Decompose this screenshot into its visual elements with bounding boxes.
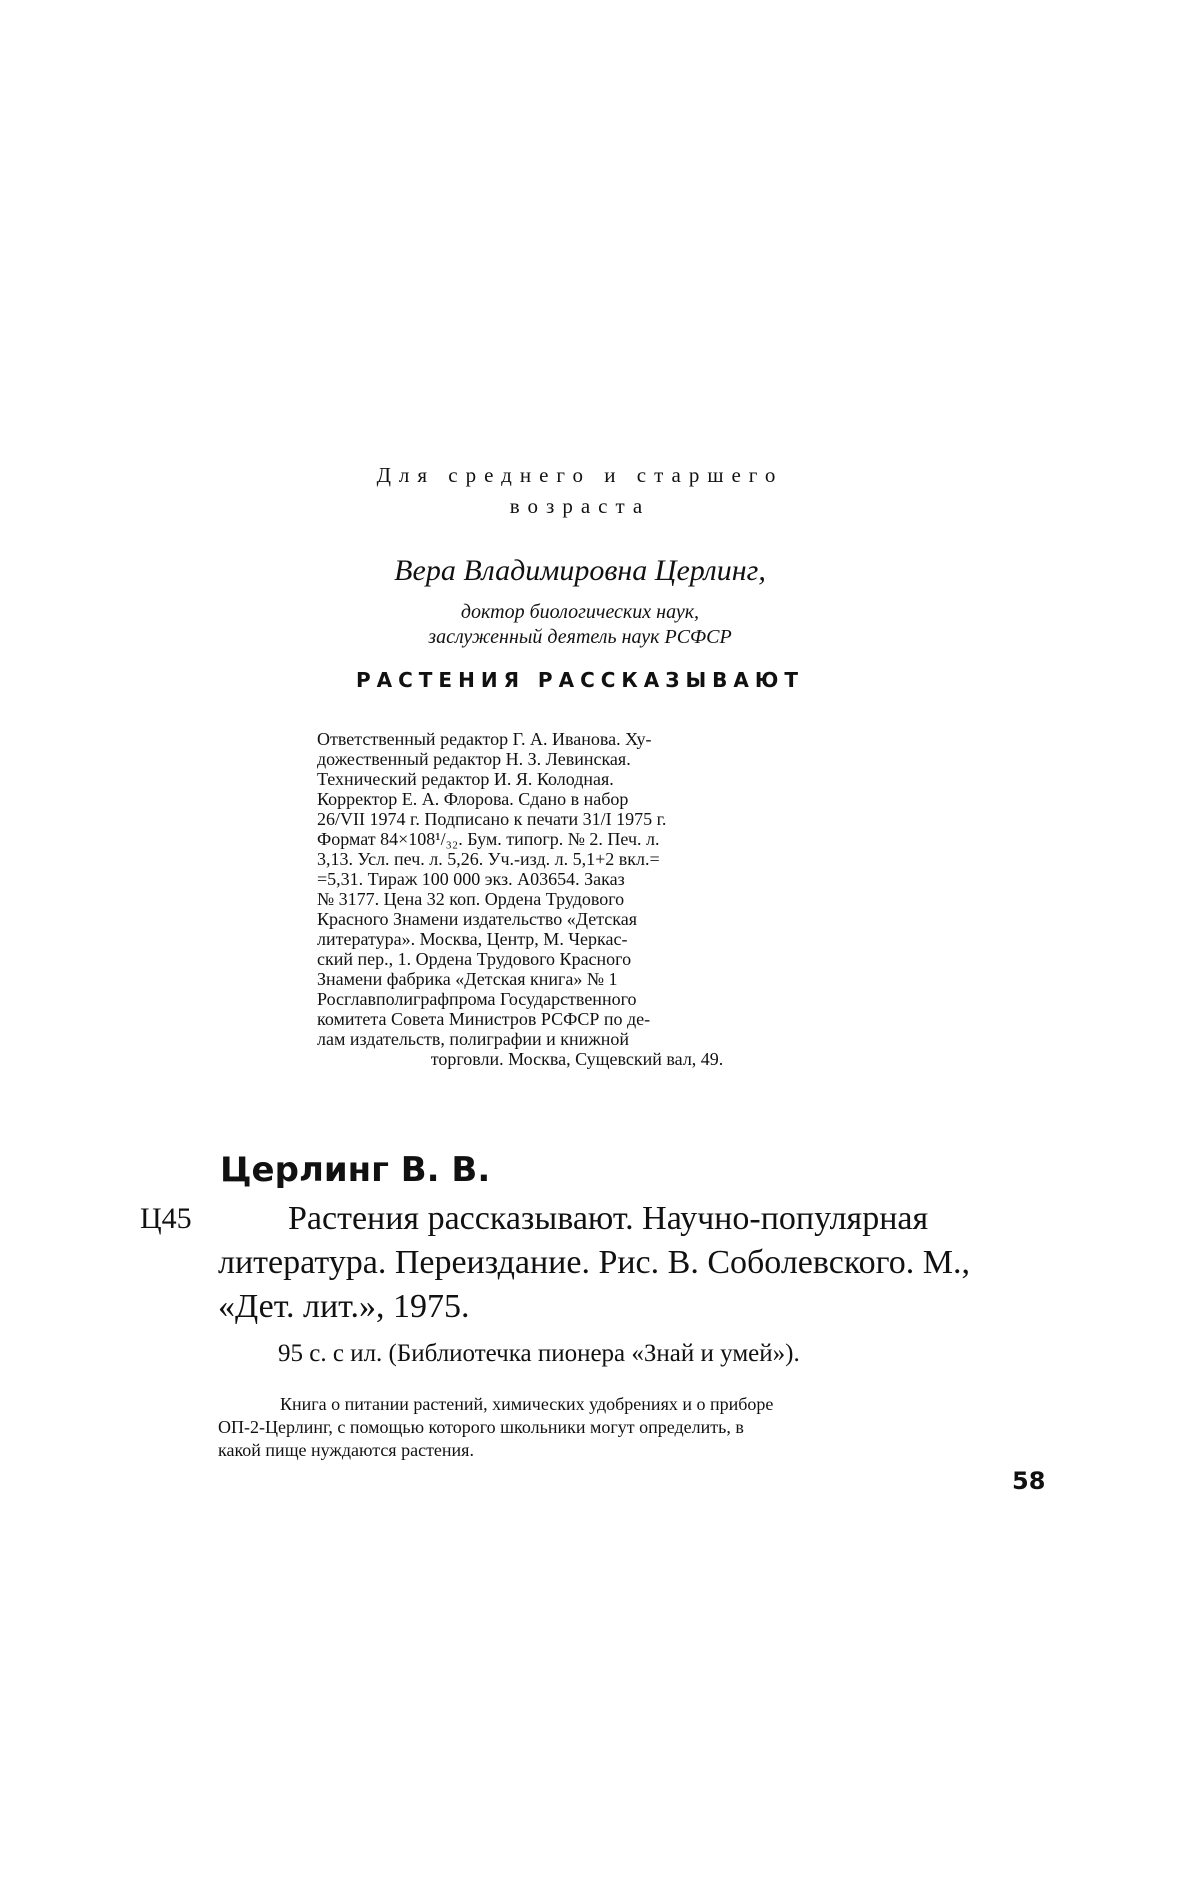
- catalog-annotation: [218, 1393, 1063, 1462]
- imprint-line: =5,31. Тираж 100 000 экз. А03654. Заказ: [317, 869, 625, 889]
- page-number: 58: [1012, 1467, 1046, 1495]
- catalog-description: [218, 1197, 1063, 1329]
- catalog-code: Ц45: [140, 1202, 192, 1235]
- imprint-line: № 3177. Цена 32 коп. Ордена Трудового: [317, 889, 625, 909]
- imprint-line: 26/VII 1974 г. Подписано к печати 31/I 1975 г.: [317, 809, 667, 829]
- catalog-pages: 95 с. с ил. (Библиотечка пионера «Знай и умей»).: [278, 1340, 800, 1367]
- catalog-annotation-line: ОП-2-Церлинг, с помощью которого школьники могут определить, в: [218, 1417, 744, 1437]
- imprint-line: ский пер., 1. Ордена Трудового Красного: [317, 949, 632, 969]
- author-credentials-line-1: доктор биологических наук,: [460, 601, 700, 623]
- catalog-description-line: литература. Переиздание. Рис. В. Соболевского. М.,: [218, 1244, 970, 1281]
- imprint-line: Формат 84×108¹/₃₂. Бум. типогр. № 2. Печ. л.: [317, 829, 660, 849]
- catalog-annotation-line: Книга о питании растений, химических удобрениях и о приборе: [280, 1394, 774, 1414]
- imprint-line: лам издательств, полиграфии и книжной: [317, 1029, 630, 1049]
- age-recommendation: [300, 460, 860, 522]
- age-recommendation-line-1: Для среднего и старшего: [376, 463, 784, 487]
- imprint-line: Корректор Е. А. Флорова. Сдано в набор: [317, 789, 629, 809]
- catalog-annotation-line: какой пище нуждаются растения.: [218, 1440, 474, 1460]
- catalog-description-line: Растения рассказывают. Научно-популярная: [288, 1200, 929, 1237]
- imprint-line: литература». Москва, Центр, М. Черкас-: [317, 929, 628, 949]
- imprint-line: Технический редактор И. Я. Колодная.: [317, 769, 614, 789]
- age-recommendation-line-2: возраста: [509, 494, 651, 518]
- imprint-line: комитета Совета Министров РСФСР по де-: [317, 1009, 651, 1029]
- author-credentials-line-2: заслуженный деятель наук РСФСР: [428, 626, 732, 648]
- imprint-line: 3,13. Усл. печ. л. 5,26. Уч.-изд. л. 5,1+2 вкл.=: [317, 849, 660, 869]
- author-credentials: [330, 600, 830, 650]
- imprint-line: Росглавполиграфпрома Государственного: [317, 989, 637, 1009]
- imprint-line: торговли. Москва, Сущевский вал, 49.: [430, 1049, 724, 1069]
- imprint-line: дожественный редактор Н. З. Левинская.: [317, 749, 631, 769]
- catalog-author: Церлинг В. В.: [220, 1150, 491, 1190]
- imprint-line: Ответственный редактор Г. А. Иванова. Ху-: [317, 729, 652, 749]
- imprint-line: Красного Знамени издательство «Детская: [317, 909, 638, 929]
- author-name: Вера Владимировна Церлинг,: [394, 554, 766, 587]
- imprint-block: [317, 729, 837, 1069]
- catalog-description-line: «Дет. лит.», 1975.: [218, 1288, 470, 1325]
- book-title: РАСТЕНИЯ РАССКАЗЫВАЮТ: [355, 668, 805, 692]
- imprint-line: Знамени фабрика «Детская книга» № 1: [317, 969, 618, 989]
